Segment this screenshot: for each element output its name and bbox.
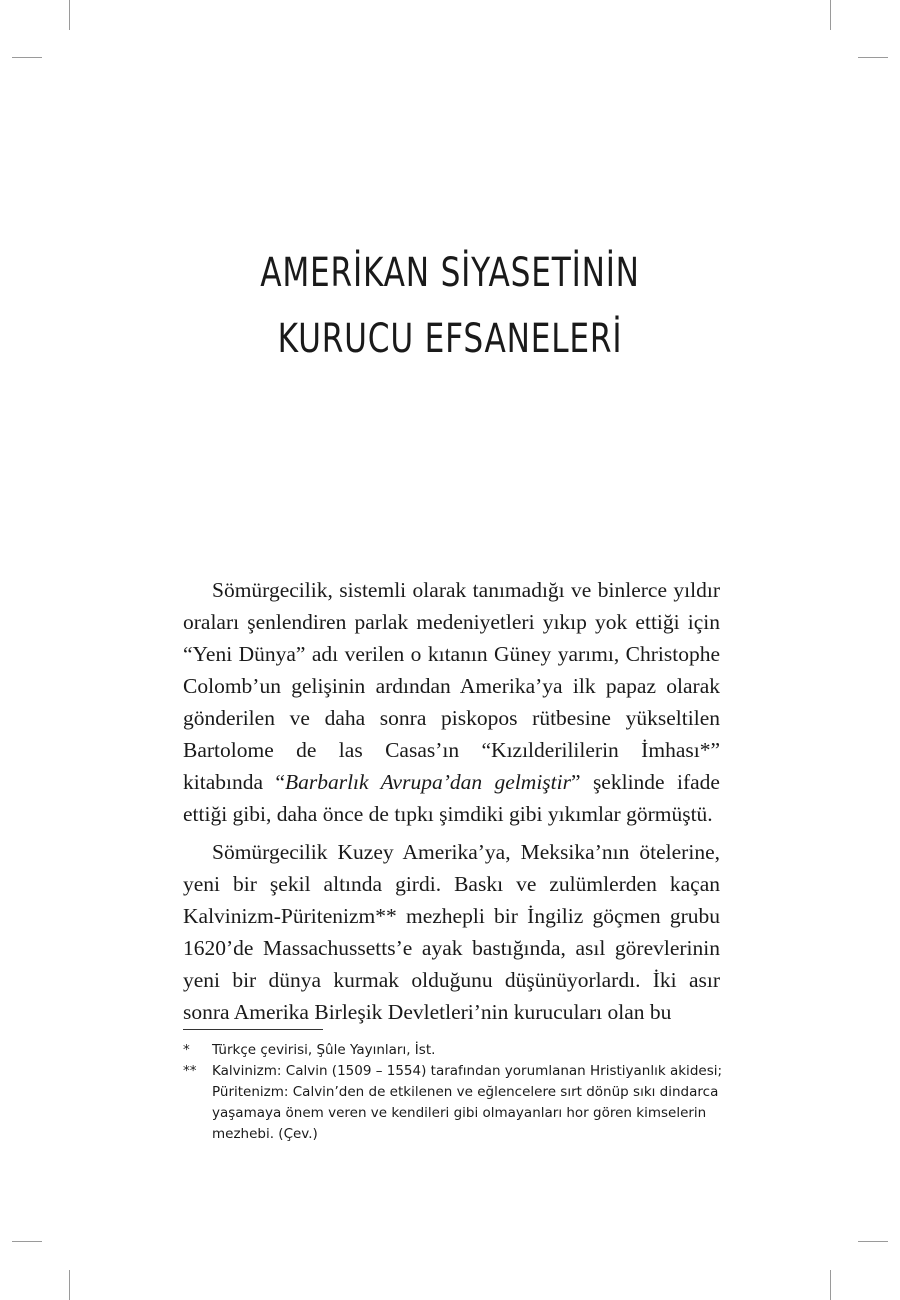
footnote-1-text: Türkçe çevirisi, Şûle Yayınları, İst. bbox=[212, 1042, 436, 1058]
crop-mark-right-top bbox=[858, 57, 888, 58]
footnote-1 bbox=[183, 1040, 723, 1061]
crop-mark-bottom-right bbox=[830, 1270, 831, 1300]
crop-mark-top-right bbox=[830, 0, 831, 30]
crop-mark-left-top bbox=[12, 57, 42, 58]
body-text bbox=[183, 574, 720, 1028]
paragraph-1 bbox=[183, 574, 720, 830]
chapter-title bbox=[99, 240, 801, 372]
crop-mark-right-bottom bbox=[858, 1241, 888, 1242]
footnote-separator bbox=[183, 1029, 323, 1030]
paragraph-1-part-b: ” şeklinde ifade ettiği gibi, daha önce de tıpkı şimdiki gibi yıkımlar görmüştü. bbox=[183, 770, 720, 826]
chapter-title-line-1: AMERİKAN SİYASETİNİN bbox=[260, 250, 640, 296]
paragraph-1-italic-quote: Barbarlık Avrupa’dan gelmiştir bbox=[284, 770, 571, 794]
crop-mark-left-bottom bbox=[12, 1241, 42, 1242]
footnotes bbox=[183, 1040, 723, 1145]
footnote-2-text: Kalvinizm: Calvin (1509 – 1554) tarafından yorumlanan Hristiyanlık akidesi; Püritenizm: Calvin’den de etkilenen ve eğlencelere sırt dönüp sıkı dindarca yaşamaya önem veren ve kendileri gibi olmayanları hor gören kimselerin mezhebi. (Çev.) bbox=[212, 1063, 723, 1142]
crop-mark-bottom-left bbox=[69, 1270, 70, 1300]
paragraph-2: Sömürgecilik Kuzey Amerika’ya, Meksika’nın ötelerine, yeni bir şekil altında girdi. Baskı ve zulümlerden kaçan Kalvinizm-Püritenizm** mezhepli bir İngiliz göçmen grubu 1620’de Massachussetts’e ayak bastığında, asıl görevlerinin yeni bir dünya kurmak olduğunu düşünüyorlardı. İki asır sonra Amerika Birleşik Devletleri’nin kurucuları olan bu bbox=[183, 840, 720, 1024]
footnote-2-marker: ** bbox=[183, 1063, 197, 1079]
crop-mark-top-left bbox=[69, 0, 70, 30]
paragraph-1-part-a: Sömürgecilik, sistemli olarak tanımadığı ve binlerce yıldır oraları şenlendiren parlak medeniyetleri yıkıp yok ettiği için “Yeni Dünya” adı verilen o kıtanın Güney yarımı, Christophe Colomb’un gelişinin ardından Amerika’ya ilk papaz olarak gönderilen ve daha sonra piskopos rütbesine yükseltilen Bartolome de las Casas’ın “Kızılderililerin İmhası*” kitabında “ bbox=[183, 578, 720, 794]
footnote-1-marker: * bbox=[183, 1042, 190, 1058]
chapter-title-line-2: KURUCU EFSANELERİ bbox=[277, 316, 623, 362]
footnote-2 bbox=[183, 1061, 723, 1145]
